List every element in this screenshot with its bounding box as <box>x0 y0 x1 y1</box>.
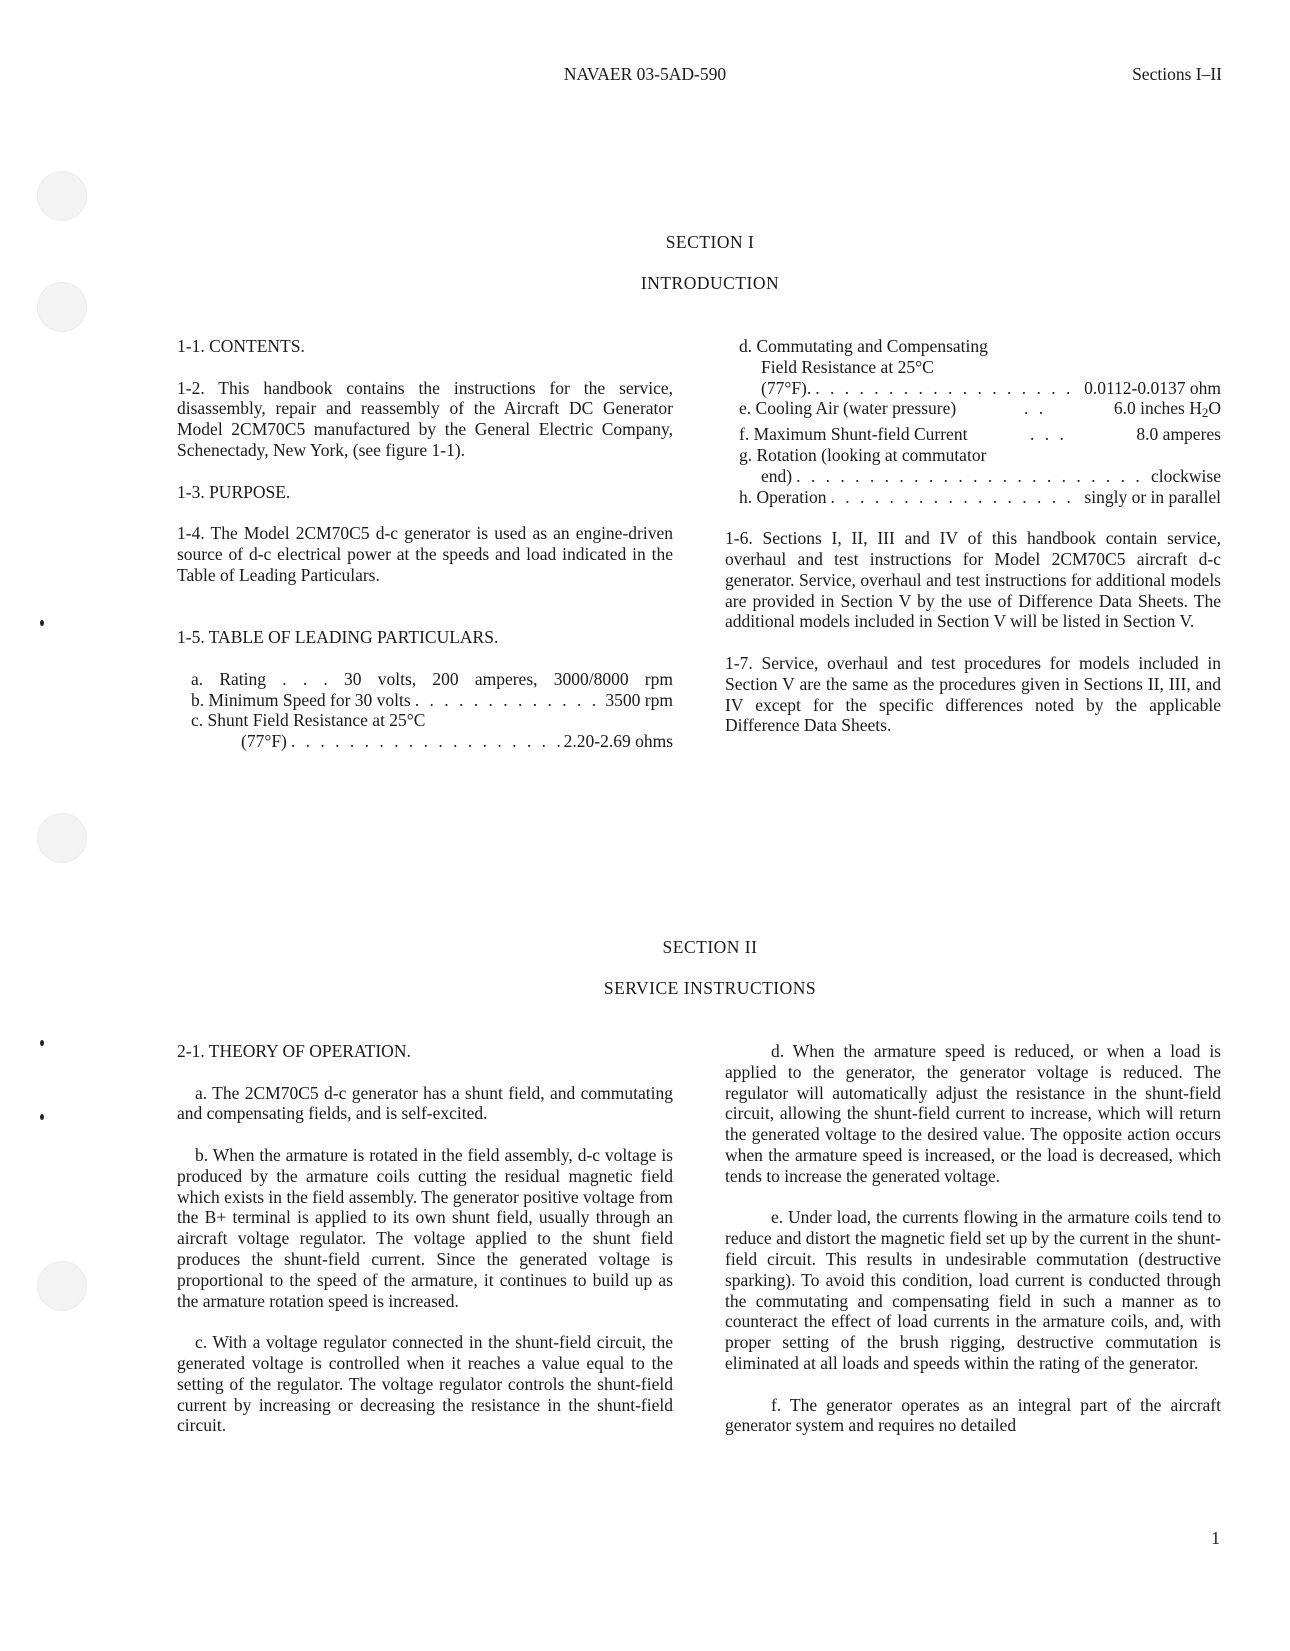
section-1-subtitle: INTRODUCTION <box>640 273 780 293</box>
document-number: NAVAER 03-5AD-590 <box>563 64 727 84</box>
particular-d-sub: Field Resistance at 25°C <box>761 356 934 377</box>
heading-2-1: 2-1. THEORY OF OPERATION. <box>177 1041 411 1061</box>
particular-e: e. Cooling Air (water pressure) . . . 6.0 inches $H_2O$ <box>739 398 1221 424</box>
particular-d-value: (77°F). . . . 0.0112-0.0137 ohm <box>739 378 1221 399</box>
paragraph-2-1-c: c. With a voltage regulator connected in the shunt-field circuit, the generated voltage is controlled when it reaches a value equal to the setting of the regulator. The voltage regulator controls the shunt-field current by increasing or decreasing the resistance in the shunt-field circuit. <box>177 1332 673 1436</box>
particular-g-value: end) . . . clockwise <box>739 466 1221 487</box>
particular-f: f. Maximum Shunt-field Current . . . 8.0 amperes <box>739 424 1221 445</box>
section-2-left-column <box>177 1041 673 1436</box>
particular-g: g. Rotation (looking at commutator <box>739 444 987 465</box>
scan-speck <box>40 1040 44 1046</box>
paragraph-1-7: 1-7. Service, overhaul and test procedures for models included in Section V are the same as the procedures given in Sections II, III, and IV except for the specific differences noted by the applicable Difference Data Sheets. <box>725 652 1221 736</box>
paragraph-1-6: 1-6. Sections I, II, III and IV of this handbook contain service, overhaul and test instructions for Model 2CM70C5 aircraft d-c generator. Service, overhaul and test instructions for additional models are provided in Section V by the use of Difference Data Sheets. The additional models included in Section V will be listed in Section V. <box>725 528 1221 632</box>
paragraph-2-1-e: e. Under load, the currents flowing in the armature coils tend to reduce and distort the magnetic field set up by the current in the shunt-field circuit. This results in undesirable commutation (destructive sparking). To avoid this condition, load current is conducted through the commutating and compensating field in such a manner as to counteract the effect of load currents in the armature coils, and, with proper setting of the brush rigging, destructive commutation is eliminated at all loads and speeds within the rating of the generator. <box>725 1207 1221 1373</box>
scan-speck <box>40 620 44 626</box>
section-2-title: SECTION II <box>662 937 758 957</box>
paragraph-2-1-a: a. The 2CM70C5 d-c generator has a shunt field, and commutating and compensating fields, and is self-excited. <box>177 1082 673 1124</box>
paragraph-2-1-f: f. The generator operates as an integral part of the aircraft generator system and requires no detailed <box>725 1394 1221 1436</box>
binder-hole <box>37 171 87 221</box>
particulars-list-right <box>725 336 1221 507</box>
paragraph-2-1-b: b. When the armature is rotated in the field assembly, d-c voltage is produced by the armature coils cutting the residual magnetic field which exists in the field assembly. The generator positive voltage from the B+ terminal is applied to its own shunt field, usually through an aircraft voltage regulator. The voltage applied to the shunt field produces the shunt-field current. Since the generated voltage is proportional to the speed of the armature, it continues to build up as the armature rotation speed is increased. <box>177 1144 673 1311</box>
particular-c-value: (77°F) . . . 2.20-2.69 ohms <box>191 731 673 752</box>
heading-1-5: 1-5. TABLE OF LEADING PARTICULARS. <box>177 627 499 648</box>
binder-hole <box>37 813 87 863</box>
paragraph-1-2: 1-2. This handbook contains the instructions for the service, disassembly, repair and reassembly of the Aircraft DC Generator Model 2CM70C5 manufactured by the General Electric Company, Schenectady, New York, (see figure 1-1). <box>177 377 673 460</box>
page-number: 1 <box>1211 1528 1220 1548</box>
particulars-list-left <box>177 669 673 752</box>
paragraph-2-1-d: d. When the armature speed is reduced, or when a load is applied to the generator, the generator voltage is reduced. The regulator will automatically adjust the resistance in the shunt-field circuit, allowing the shunt-field current to increase, which will return the generated voltage to the desired value. The opposite action occurs when the armature speed is increased, or the load is decreased, which tends to increase the generated voltage. <box>725 1041 1221 1186</box>
section-2-right-column <box>725 1041 1221 1436</box>
paragraph-1-4: 1-4. The Model 2CM70C5 d-c generator is used as an engine-driven source of d-c electrical power at the speeds and load indicated in the Table of Leading Particulars. <box>177 523 673 585</box>
binder-hole <box>37 1261 87 1311</box>
section-1-right-column <box>725 336 1221 736</box>
scan-speck <box>40 1114 44 1120</box>
section-2-subtitle: SERVICE INSTRUCTIONS <box>603 978 817 998</box>
particular-b: b. Minimum Speed for 30 volts . . . 3500 rpm <box>191 690 673 711</box>
section-range: Sections I–II <box>1132 64 1222 84</box>
heading-1-3: 1-3. PURPOSE. <box>177 481 291 502</box>
heading-1-1: 1-1. CONTENTS. <box>177 336 305 356</box>
particular-h: h. Operation . . . singly or in parallel <box>739 487 1221 508</box>
section-1-left-column <box>177 336 673 752</box>
particular-a: a. Rating . . . 30 volts, 200 amperes, 3000/8000 rpm <box>191 668 673 689</box>
particular-d: d. Commutating and Compensating <box>739 336 988 356</box>
section-1-title: SECTION I <box>665 232 755 252</box>
page-header <box>0 64 1290 88</box>
particular-c: c. Shunt Field Resistance at 25°C <box>191 710 426 731</box>
